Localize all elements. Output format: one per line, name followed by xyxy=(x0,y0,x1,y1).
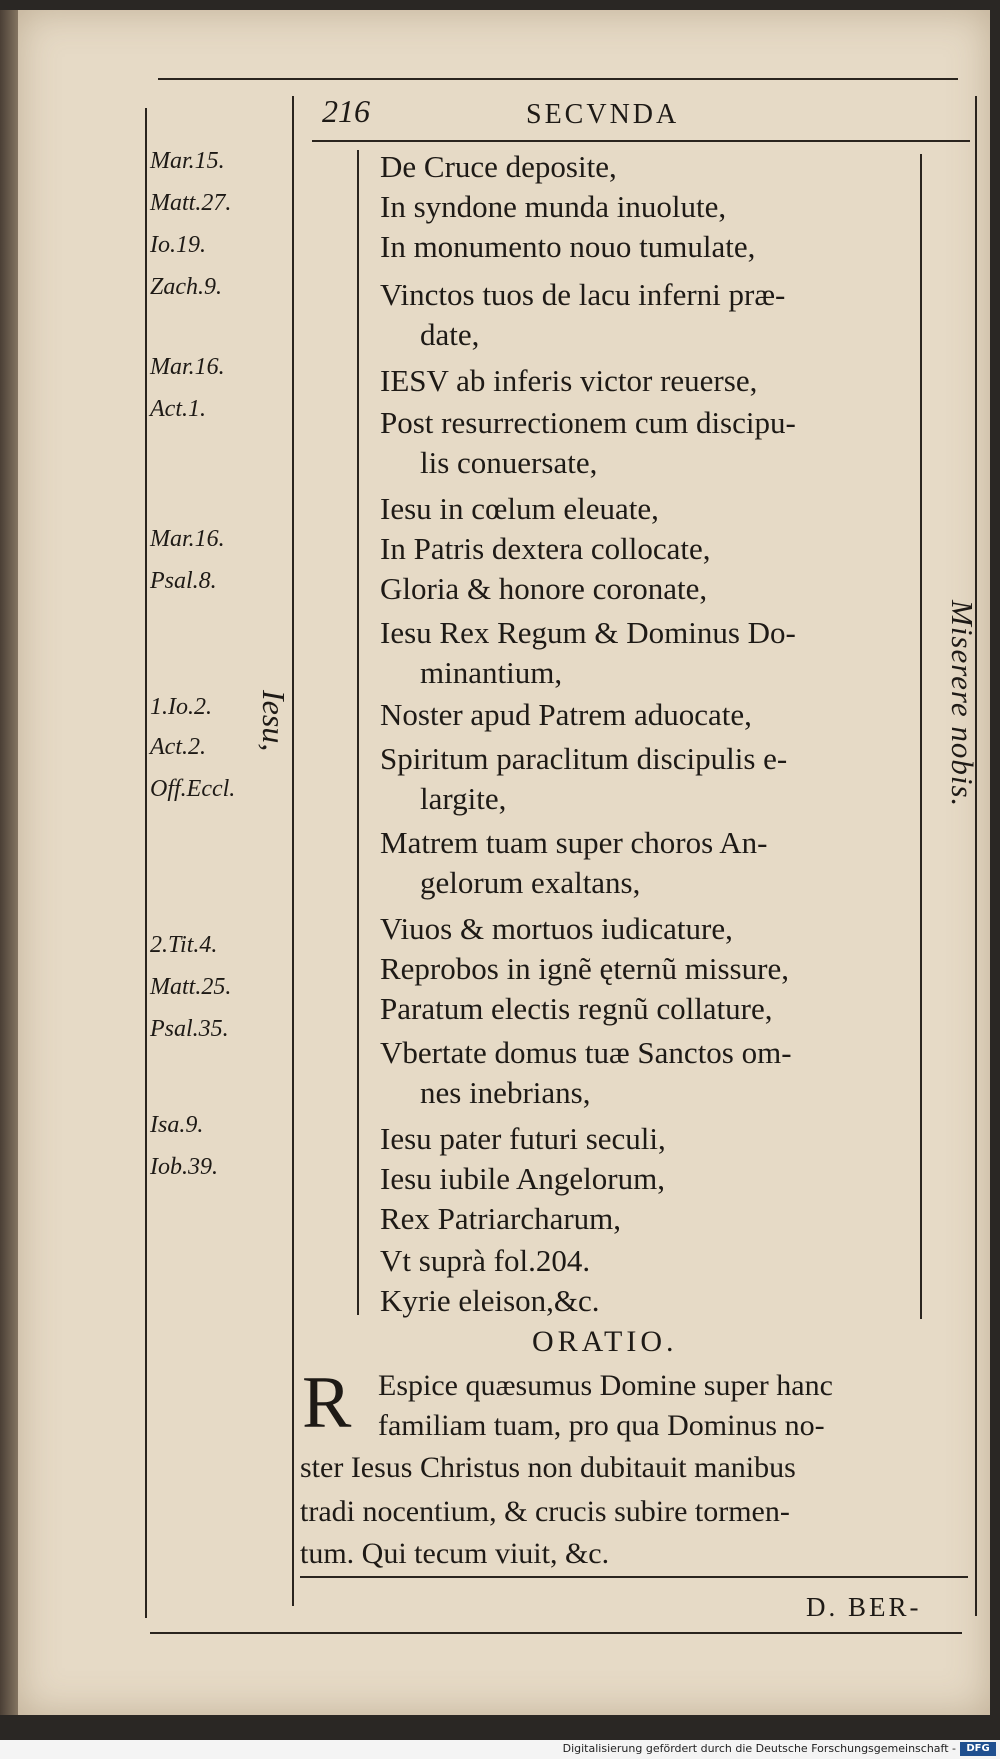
margin-reference: Matt.27. xyxy=(150,190,232,216)
top-rule xyxy=(158,78,958,80)
litany-line: lis conuersate, xyxy=(420,445,598,480)
litany-line: Gloria & honore coronate, xyxy=(380,571,708,606)
litany-line: Iesu iubile Angelorum, xyxy=(380,1161,665,1196)
litany-line: Viuos & mortuos iudicature, xyxy=(380,911,733,946)
margin-reference: Act.1. xyxy=(150,396,206,422)
margin-reference: Act.2. xyxy=(150,734,206,760)
margin-reference: Psal.8. xyxy=(150,568,217,594)
prayer-line: Espice quæsumus Domine super hanc xyxy=(378,1369,833,1402)
margin-column-rule xyxy=(292,96,294,1606)
vertical-label-miserere: Miserere nobis. xyxy=(945,600,980,808)
litany-line: Vinctos tuos de lacu inferni præ- xyxy=(380,277,786,312)
margin-reference: Isa.9. xyxy=(150,1112,204,1138)
header-rule xyxy=(312,140,970,142)
litany-line: largite, xyxy=(420,781,507,816)
prayer-line: tradi nocentium, & crucis subire tormen- xyxy=(300,1495,790,1528)
litany-line: Kyrie eleison,&c. xyxy=(380,1283,600,1318)
margin-reference: Mar.16. xyxy=(150,354,225,380)
running-head: SECVNDA xyxy=(526,99,680,130)
dfg-logo-icon: DFG xyxy=(960,1742,996,1756)
margin-reference: 1.Io.2. xyxy=(150,694,212,720)
litany-line: Rex Patriarcharum, xyxy=(380,1201,622,1236)
margin-reference: Iob.39. xyxy=(150,1154,218,1180)
margin-reference: 2.Tit.4. xyxy=(150,932,218,958)
litany-line: Vt suprà fol.204. xyxy=(380,1243,591,1278)
prayer-line: tum. Qui tecum viuit, &c. xyxy=(300,1537,610,1570)
margin-reference: Zach.9. xyxy=(150,274,222,300)
litany-line: gelorum exaltans, xyxy=(420,865,641,900)
litany-line: minantium, xyxy=(420,655,563,690)
margin-reference: Io.19. xyxy=(150,232,206,258)
margin-reference: Matt.25. xyxy=(150,974,232,1000)
litany-line: De Cruce deposite, xyxy=(380,149,617,184)
margin-reference: Mar.16. xyxy=(150,526,225,552)
litany-line: Iesu pater futuri seculi, xyxy=(380,1121,666,1156)
outer-right-rule xyxy=(975,96,977,1616)
page-number: 216 xyxy=(322,93,370,129)
litany-line: Spiritum paraclitum discipulis e- xyxy=(380,741,788,776)
prayer-line: familiam tuam, pro qua Dominus no- xyxy=(378,1409,825,1442)
outer-left-rule xyxy=(145,108,147,1618)
prayer-line: ster Iesus Christus non dubitauit manibus xyxy=(300,1451,796,1484)
litany-line: nes inebrians, xyxy=(420,1075,591,1110)
litany-line: In Patris dextera collocate, xyxy=(380,531,711,566)
prayer-bottom-rule xyxy=(300,1576,968,1578)
oratio-heading: ORATIO. xyxy=(532,1325,678,1358)
litany-line: Matrem tuam super choros An- xyxy=(380,825,768,860)
litany-line: In monumento nouo tumulate, xyxy=(380,229,756,264)
margin-reference: Mar.15. xyxy=(150,148,225,174)
litany-right-bracket xyxy=(920,154,922,1319)
book-spine xyxy=(0,10,20,1715)
footer-credit: Digitalisierung gefördert durch die Deutsche Forschungsgemeinschaft - xyxy=(562,1742,956,1755)
bottom-rule xyxy=(150,1632,962,1634)
litany-line: In syndone munda inuolute, xyxy=(380,189,727,224)
litany-line: IESV ab inferis victor reuerse, xyxy=(380,363,758,398)
vertical-label-iesu: Iesu, xyxy=(256,690,292,752)
litany-line: date, xyxy=(420,317,480,352)
litany-line: Iesu in cœlum eleuate, xyxy=(380,491,659,526)
litany-line: Vbertate domus tuæ Sanctos om- xyxy=(380,1035,792,1070)
drop-cap: R xyxy=(302,1362,352,1444)
litany-line: Post resurrectionem cum discipu- xyxy=(380,405,796,440)
catchword: D. BER- xyxy=(806,1592,922,1622)
litany-line: Paratum electis regnũ collature, xyxy=(380,991,773,1026)
margin-reference: Off.Eccl. xyxy=(150,776,236,802)
litany-line: Noster apud Patrem aduocate, xyxy=(380,697,752,732)
litany-line: Iesu Rex Regum & Dominus Do- xyxy=(380,615,796,650)
litany-line: Reprobos in ignẽ ęternũ missure, xyxy=(380,951,789,986)
litany-left-bracket xyxy=(357,150,359,1315)
margin-reference: Psal.35. xyxy=(150,1016,229,1042)
